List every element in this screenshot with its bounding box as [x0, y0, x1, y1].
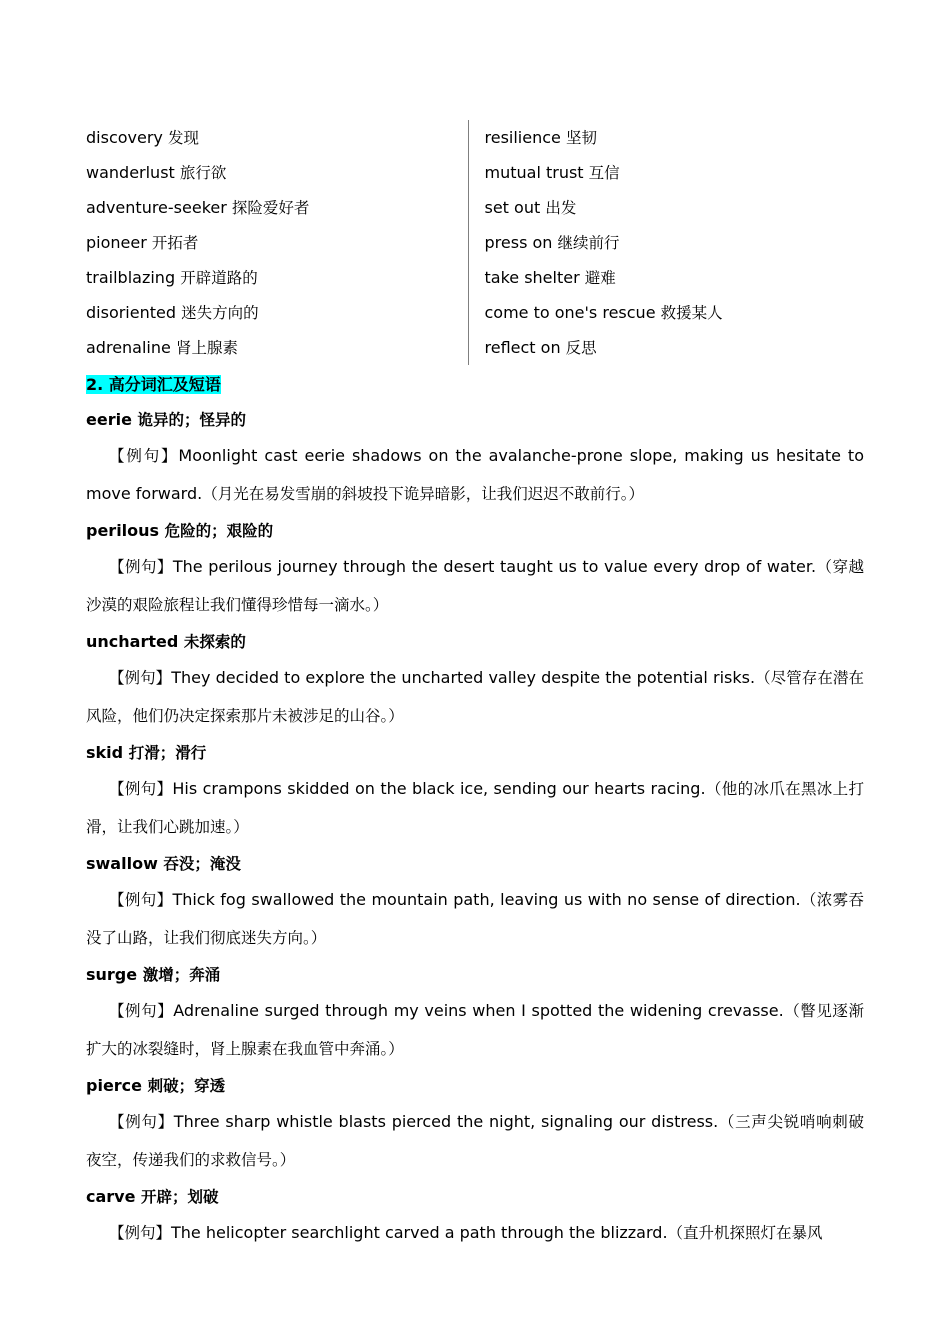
highlighted-heading: 2. 高分词汇及短语	[86, 375, 221, 394]
vocab-item: reflect on 反思	[484, 338, 597, 357]
example-sentence: 【例句】His crampons skidded on the black ice, sending our hearts racing.（他的冰爪在黑冰上打滑，让我们心跳加速。）	[86, 779, 864, 836]
example-sentence: 【例句】The perilous journey through the desert taught us to value every drop of water.（穿越沙漠的艰险旅程让我们懂得珍惜每一滴水。）	[86, 557, 864, 614]
entry-headword: eerie 诡异的；怪异的	[86, 410, 247, 429]
entry-headword: perilous 危险的；艰险的	[86, 521, 274, 540]
example-sentence: 【例句】Thick fog swallowed the mountain path, leaving us with no sense of direction.（浓雾吞没了山路，让我们彻底迷失方向。）	[86, 890, 864, 947]
entry-headword: carve 开辟；划破	[86, 1187, 219, 1206]
vocabulary-column-left	[86, 120, 469, 365]
vocab-item: mutual trust 互信	[484, 163, 620, 182]
vocab-item: trailblazing 开辟道路的	[86, 268, 258, 287]
example-sentence: 【例句】The helicopter searchlight carved a path through the blizzard.（直升机探照灯在暴风	[109, 1223, 823, 1242]
entry-headword: surge 激增；奔涌	[86, 965, 221, 984]
vocab-item: discovery 发现	[86, 128, 199, 147]
vocab-item: pioneer 开拓者	[86, 233, 199, 252]
vocab-item: set out 出发	[484, 198, 577, 217]
entry-headword: pierce 刺破；穿透	[86, 1076, 226, 1095]
vocabulary-section	[86, 367, 864, 1252]
vocab-item: press on 继续前行	[484, 233, 620, 252]
vocab-item: wanderlust 旅行欲	[86, 163, 227, 182]
vocab-item: adventure-seeker 探险爱好者	[86, 198, 310, 217]
vocab-item: come to one's rescue 救援某人	[484, 303, 723, 322]
example-sentence: 【例句】Moonlight cast eerie shadows on the avalanche-prone slope, making us hesitate to move forward.（月光在易发雪崩的斜坡投下诡异暗影，让我们迟迟不敢前行。）	[86, 446, 864, 503]
vocabulary-table	[86, 120, 866, 365]
vocabulary-column-right	[469, 120, 867, 365]
vocab-item: resilience 坚韧	[484, 128, 597, 147]
entry-headword: skid 打滑；滑行	[86, 743, 207, 762]
entry-headword: swallow 吞没；淹没	[86, 854, 241, 873]
vocab-item: adrenaline 肾上腺素	[86, 338, 238, 357]
vocab-item: disoriented 迷失方向的	[86, 303, 259, 322]
example-sentence: 【例句】Three sharp whistle blasts pierced the night, signaling our distress.（三声尖锐哨响刺破夜空，传递我们的求救信号。）	[86, 1112, 864, 1169]
example-sentence: 【例句】They decided to explore the uncharted valley despite the potential risks.（尽管存在潜在风险，他们仍决定探索那片未被涉足的山谷。）	[86, 668, 864, 725]
entry-headword: uncharted 未探索的	[86, 632, 246, 651]
section-heading	[86, 367, 864, 402]
example-sentence: 【例句】Adrenaline surged through my veins when I spotted the widening crevasse.（瞥见逐渐扩大的冰裂缝时，肾上腺素在我血管中奔涌。）	[86, 1001, 864, 1058]
vocab-item: take shelter 避难	[484, 268, 616, 287]
